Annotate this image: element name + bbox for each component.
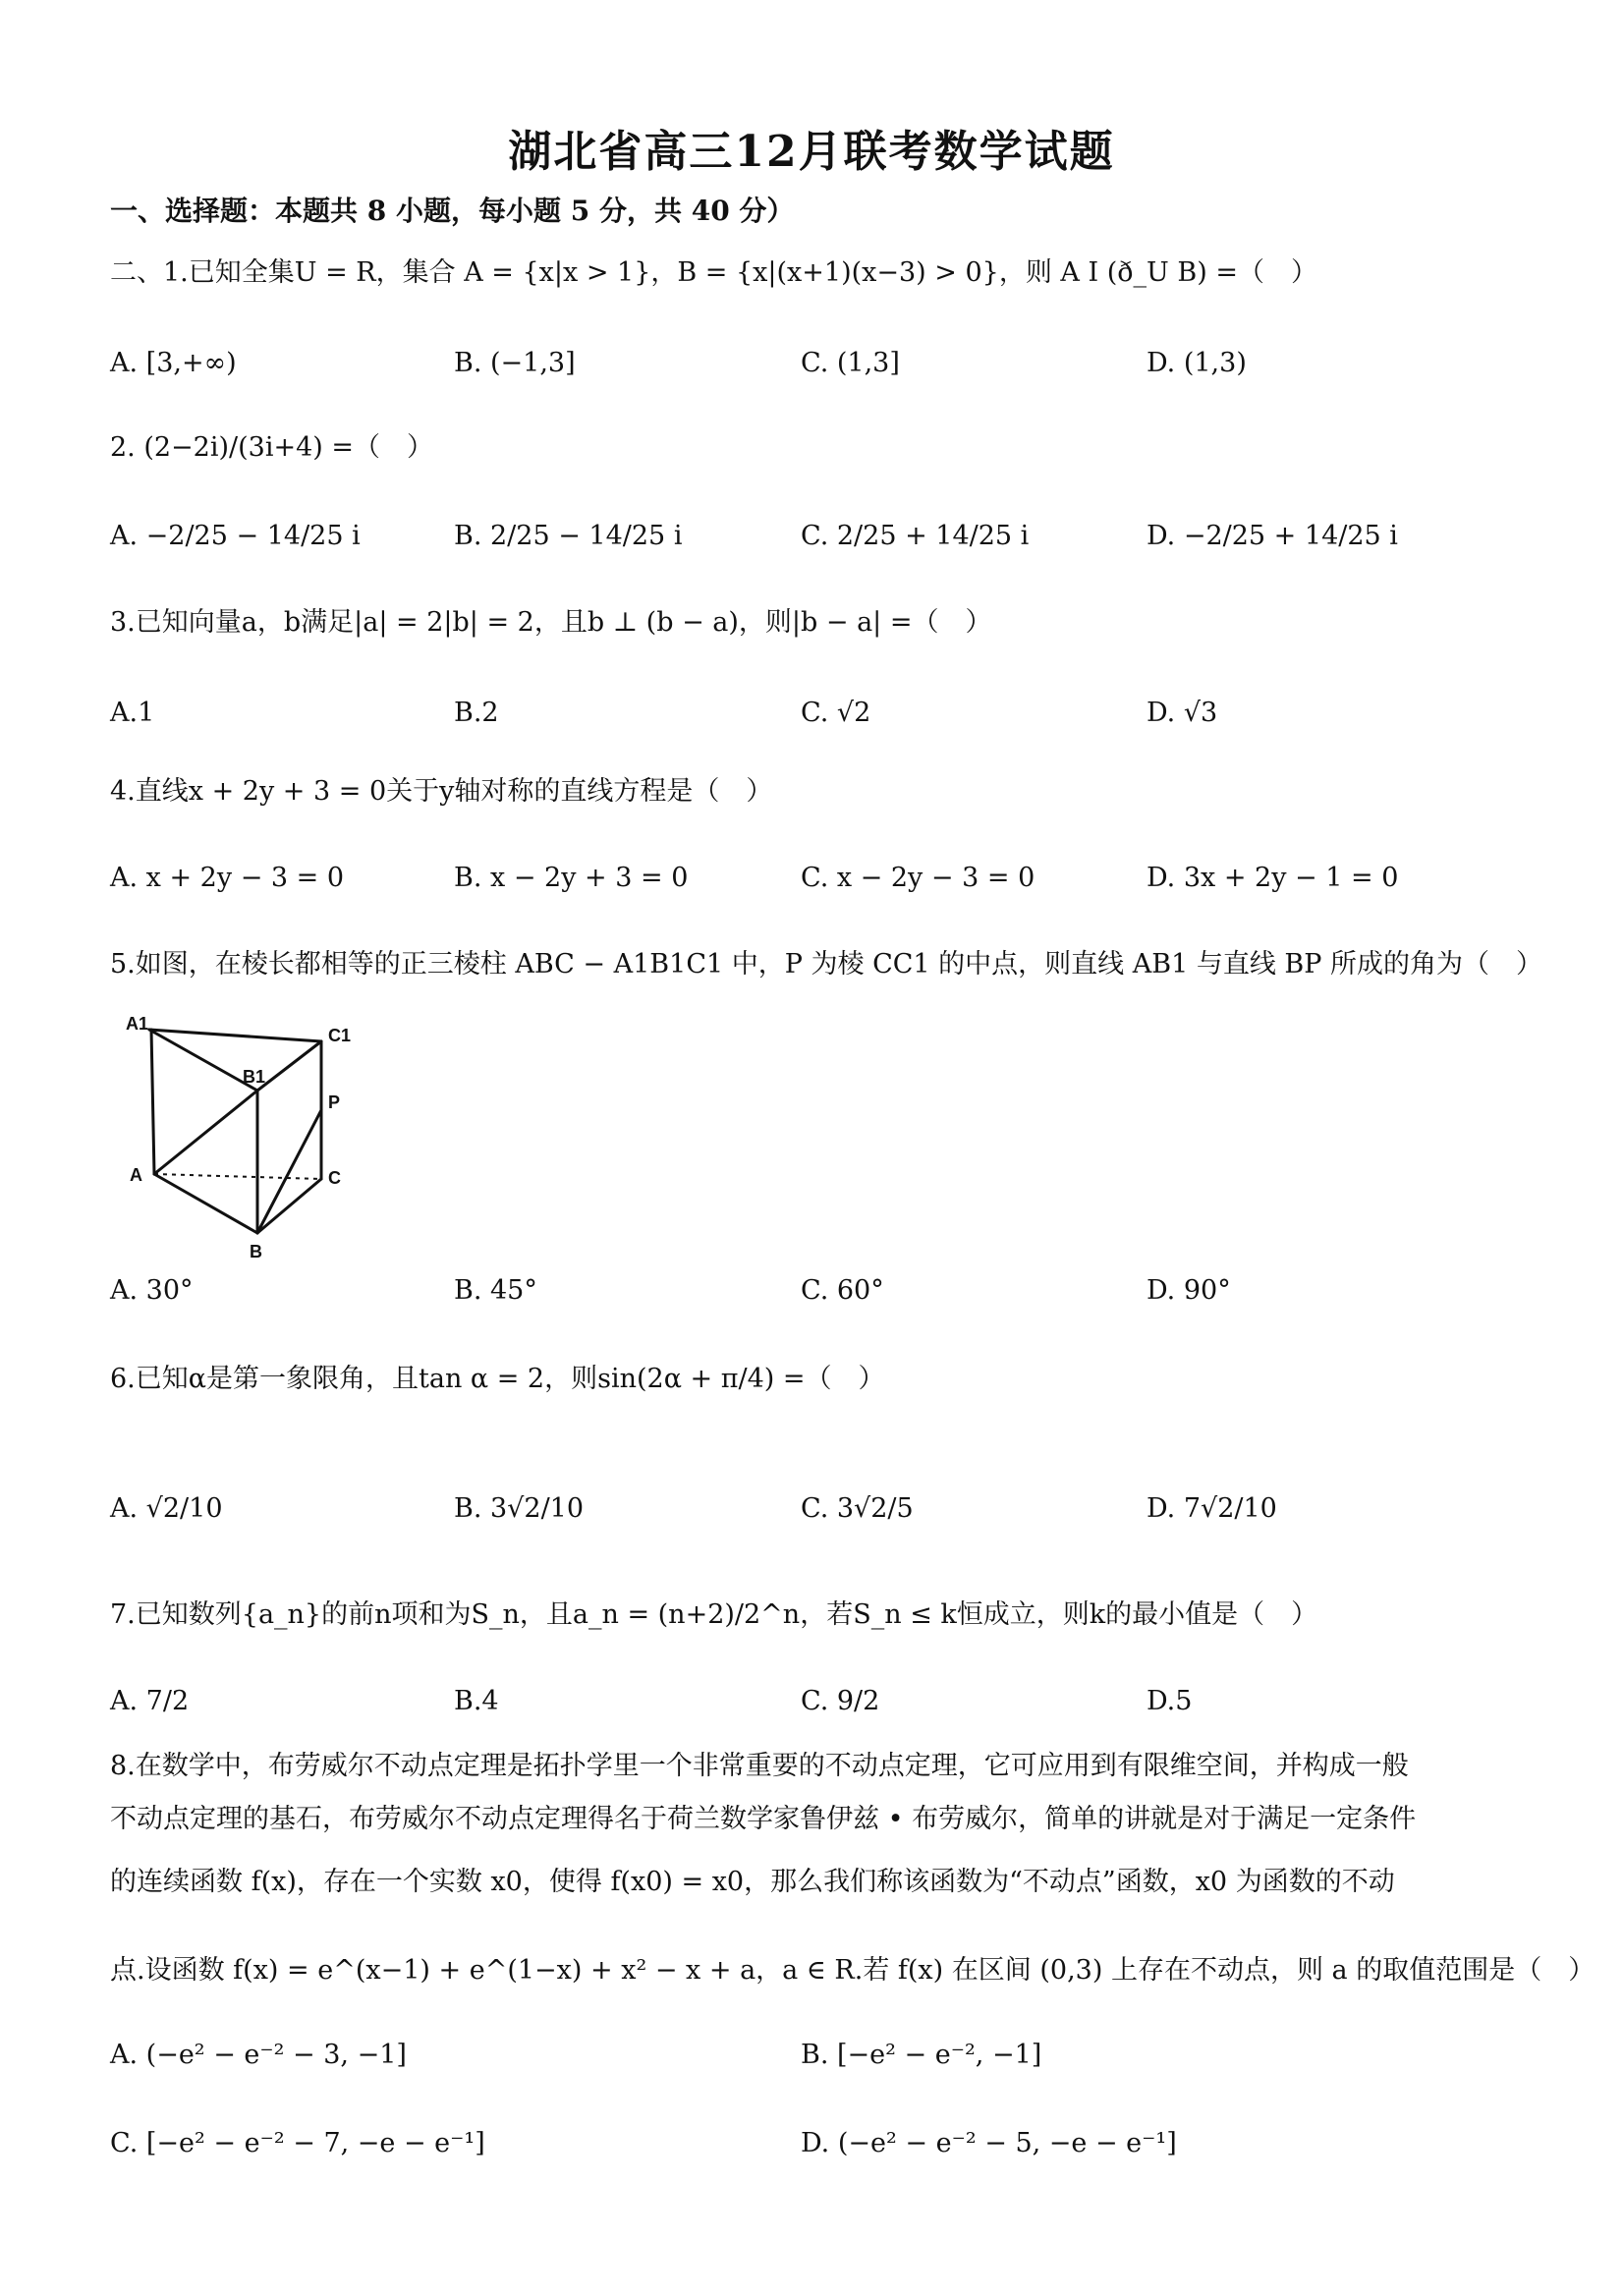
q1-option-b: B. (−1,3] — [454, 348, 576, 378]
page-title: 湖北省高三12月联考数学试题 — [508, 127, 1115, 177]
q2-option-c: C. 2/25 + 14/25 i — [801, 521, 1030, 551]
q6-option-c: C. 3√2/5 — [801, 1493, 914, 1524]
fig-label-b: B — [250, 1242, 262, 1261]
q5-option-a: A. 30° — [110, 1275, 194, 1306]
q6-option-b: B. 3√2/10 — [454, 1493, 585, 1524]
q8-option-b: B. [−e² − e⁻², −1] — [801, 2040, 1042, 2070]
fig-label-p: P — [328, 1092, 341, 1112]
question-6: 6.已知α是第一象限角，且tan α = 2，则sin(2α + π/4) =（ ） — [110, 1364, 885, 1394]
prism-figure — [110, 1012, 365, 1267]
q4-option-c: C. x − 2y − 3 = 0 — [801, 863, 1035, 893]
question-7: 7.已知数列{a_n}的前n项和为S_n，且a_n = (n+2)/2^n，若S_n ≤ k恒成立，则k的最小值是（ ） — [110, 1599, 1318, 1630]
fig-label-a1: A1 — [126, 1014, 149, 1034]
fig-label-a: A — [130, 1165, 142, 1185]
section-header: 一、选择题：本题共 8 小题，每小题 5 分，共 40 分） — [110, 195, 795, 227]
q3-option-b: B.2 — [454, 698, 499, 728]
question-3: 3.已知向量a，b满足|a| = 2|b| = 2，且b ⊥ (b − a)，则|b − a| =（ ） — [110, 607, 992, 638]
question-4: 4.直线x + 2y + 3 = 0关于y轴对称的直线方程是（ ） — [110, 776, 773, 807]
q4-option-a: A. x + 2y − 3 = 0 — [110, 863, 345, 893]
question-8-line-1: 8.在数学中，布劳威尔不动点定理是拓扑学里一个非常重要的不动点定理，它可应用到有限维空间，并构成一般 — [110, 1751, 1409, 1781]
q1-option-a: A. [3,+∞) — [110, 348, 237, 378]
fig-label-b1: B1 — [243, 1067, 266, 1087]
q1-option-c: C. (1,3] — [801, 348, 900, 378]
q3-option-a: A.1 — [110, 698, 155, 728]
q8-option-d: D. (−e² − e⁻² − 5, −e − e⁻¹] — [801, 2128, 1177, 2158]
fig-label-c: C — [328, 1168, 341, 1188]
q8-option-a: A. (−e² − e⁻² − 3, −1] — [110, 2040, 407, 2070]
question-1: 二、1.已知全集U = R，集合 A = {x|x > 1}，B = {x|(x+1)(x−3) > 0}，则 A I (ð_U B) =（ ） — [110, 257, 1317, 288]
question-8-line-4: 点.设函数 f(x) = e^(x−1) + e^(1−x) + x² − x + a，a ∈ R.若 f(x) 在区间 (0,3) 上存在不动点，则 a 的取值范围是（ ） — [110, 1955, 1595, 1986]
question-8-line-2: 不动点定理的基石，布劳威尔不动点定理得名于荷兰数学家鲁伊兹 • 布劳威尔，简单的讲就是对于满足一定条件 — [110, 1804, 1417, 1834]
q3-option-c: C. √2 — [801, 698, 871, 728]
q8-option-c: C. [−e² − e⁻² − 7, −e − e⁻¹] — [110, 2128, 485, 2158]
question-5: 5.如图，在棱长都相等的正三棱柱 ABC − A1B1C1 中，P 为棱 CC1 的中点，则直线 AB1 与直线 BP 所成的角为（ ） — [110, 949, 1543, 980]
q5-option-b: B. 45° — [454, 1275, 537, 1306]
question-8-line-3: 的连续函数 f(x)，存在一个实数 x0，使得 f(x0) = x0，那么我们称该函数为“不动点”函数，x0 为函数的不动 — [110, 1867, 1395, 1897]
q4-option-b: B. x − 2y + 3 = 0 — [454, 863, 689, 893]
q7-option-d: D.5 — [1147, 1686, 1193, 1716]
q2-option-b: B. 2/25 − 14/25 i — [454, 521, 683, 551]
q2-option-a: A. −2/25 − 14/25 i — [110, 521, 361, 551]
q5-option-d: D. 90° — [1147, 1275, 1231, 1306]
q2-option-d: D. −2/25 + 14/25 i — [1147, 521, 1398, 551]
q5-option-c: C. 60° — [801, 1275, 884, 1306]
q1-option-d: D. (1,3) — [1147, 348, 1247, 378]
q7-option-a: A. 7/2 — [110, 1686, 190, 1716]
q6-option-a: A. √2/10 — [110, 1493, 223, 1524]
q7-option-c: C. 9/2 — [801, 1686, 880, 1716]
q3-option-d: D. √3 — [1147, 698, 1218, 728]
q6-option-d: D. 7√2/10 — [1147, 1493, 1277, 1524]
fig-label-c1: C1 — [328, 1026, 352, 1045]
question-2: 2. (2−2i)/(3i+4) =（ ） — [110, 432, 434, 463]
q4-option-d: D. 3x + 2y − 1 = 0 — [1147, 863, 1399, 893]
q7-option-b: B.4 — [454, 1686, 499, 1716]
